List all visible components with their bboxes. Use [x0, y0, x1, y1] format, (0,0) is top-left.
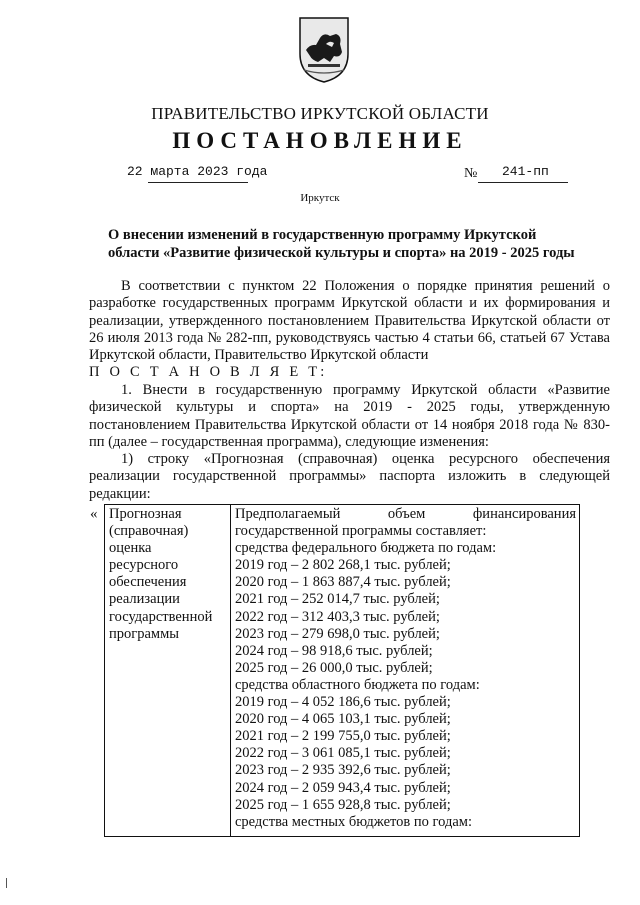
label-line: государственной [109, 608, 213, 625]
margin-mark [6, 878, 7, 888]
federal-year-line: 2020 год – 1 863 887,4 тыс. рублей; [235, 574, 451, 591]
federal-year-line: 2025 год – 26 000,0 тыс. рублей; [235, 659, 433, 676]
date-underline [148, 182, 248, 183]
local-budget-title: средства местных бюджетов по годам: [235, 813, 472, 830]
federal-year-line: 2024 год – 98 918,6 тыс. рублей; [235, 642, 433, 659]
label-line: реализации [109, 591, 180, 608]
document-type-title: ПОСТАНОВЛЕНИЕ [172, 128, 468, 153]
city-name: Иркутск [300, 192, 340, 204]
document-heading [108, 226, 575, 262]
regional-year-line: 2024 год – 2 059 943,4 тыс. рублей; [235, 779, 451, 796]
heading-line-2: области «Развитие физической культуры и спорта» на 2019 - 2025 годы [108, 245, 575, 261]
regional-year-line: 2022 год – 3 061 085,1 тыс. рублей; [235, 745, 451, 762]
item-1-1-paragraph: 1) строку «Прогнозная (справочная) оценка ресурсного обеспечения реализации государственной программы» паспорта изложить в следующей редакции: [89, 451, 610, 502]
regional-year-line: 2019 год – 4 052 186,6 тыс. рублей; [235, 694, 451, 711]
coat-of-arms-emblem [296, 14, 352, 84]
row-label-cell [105, 505, 231, 837]
heading-line-1: О внесении изменений в государственную программу Иркутской [108, 227, 537, 243]
funding-intro-line-1: Предполагаемый объем финансирования [235, 506, 576, 522]
funding-cell [231, 505, 580, 837]
federal-budget-title: средства федерального бюджета по годам: [235, 540, 497, 557]
table-row [105, 505, 580, 837]
regional-budget-title: средства областного бюджета по годам: [235, 676, 480, 693]
number-underline [478, 182, 568, 183]
passport-table [104, 504, 580, 837]
item-1-paragraph: 1. Внести в государственную программу Иркутской области «Развитие физической культуры и спорта» на 2019 - 2025 годы, утвержденную постановлением Правительства Иркутской области от 14 ноября 2018 года № 830-пп (далее – государственная программа), следующие изменения: [89, 382, 610, 450]
preamble-paragraph: В соответствии с пунктом 22 Положения о порядке принятия решений о разработке государственных программ Иркутской области и их формирования и реализации, утвержденного постановлением Правительства Иркутской области от 26 июля 2013 года № 282-пп, руководствуясь частью 4 статьи 66, статьей 67 Устава Иркутской области, Правительство Иркутской области [89, 278, 610, 364]
regional-year-line: 2021 год – 2 199 755,0 тыс. рублей; [235, 728, 451, 745]
regional-year-line: 2023 год – 2 935 392,6 тыс. рублей; [235, 762, 451, 779]
label-line: оценка [109, 540, 152, 557]
label-line: обеспечения [109, 574, 187, 591]
federal-year-line: 2021 год – 252 014,7 тыс. рублей; [235, 591, 440, 608]
funding-intro-line-2: государственной программы составляет: [235, 523, 487, 540]
document-number: 241-пп [502, 164, 549, 179]
decree-word: П О С Т А Н О В Л Я Е Т: [89, 364, 328, 380]
government-name: ПРАВИТЕЛЬСТВО ИРКУТСКОЙ ОБЛАСТИ [151, 104, 489, 123]
federal-year-line: 2022 год – 312 403,3 тыс. рублей; [235, 608, 440, 625]
number-sign: № [464, 166, 478, 181]
label-line: программы [109, 625, 179, 642]
federal-year-line: 2023 год – 279 698,0 тыс. рублей; [235, 625, 440, 642]
regional-year-line: 2020 год – 4 065 103,1 тыс. рублей; [235, 711, 451, 728]
document-date: 22 марта 2023 года [127, 164, 268, 179]
label-line: Прогнозная [109, 506, 182, 522]
label-line: ресурсного [109, 557, 179, 574]
opening-quote-mark: « [90, 506, 98, 522]
federal-year-line: 2019 год – 2 802 268,1 тыс. рублей; [235, 557, 451, 574]
label-line: (справочная) [109, 523, 189, 540]
regional-year-line: 2025 год – 1 655 928,8 тыс. рублей; [235, 796, 451, 813]
